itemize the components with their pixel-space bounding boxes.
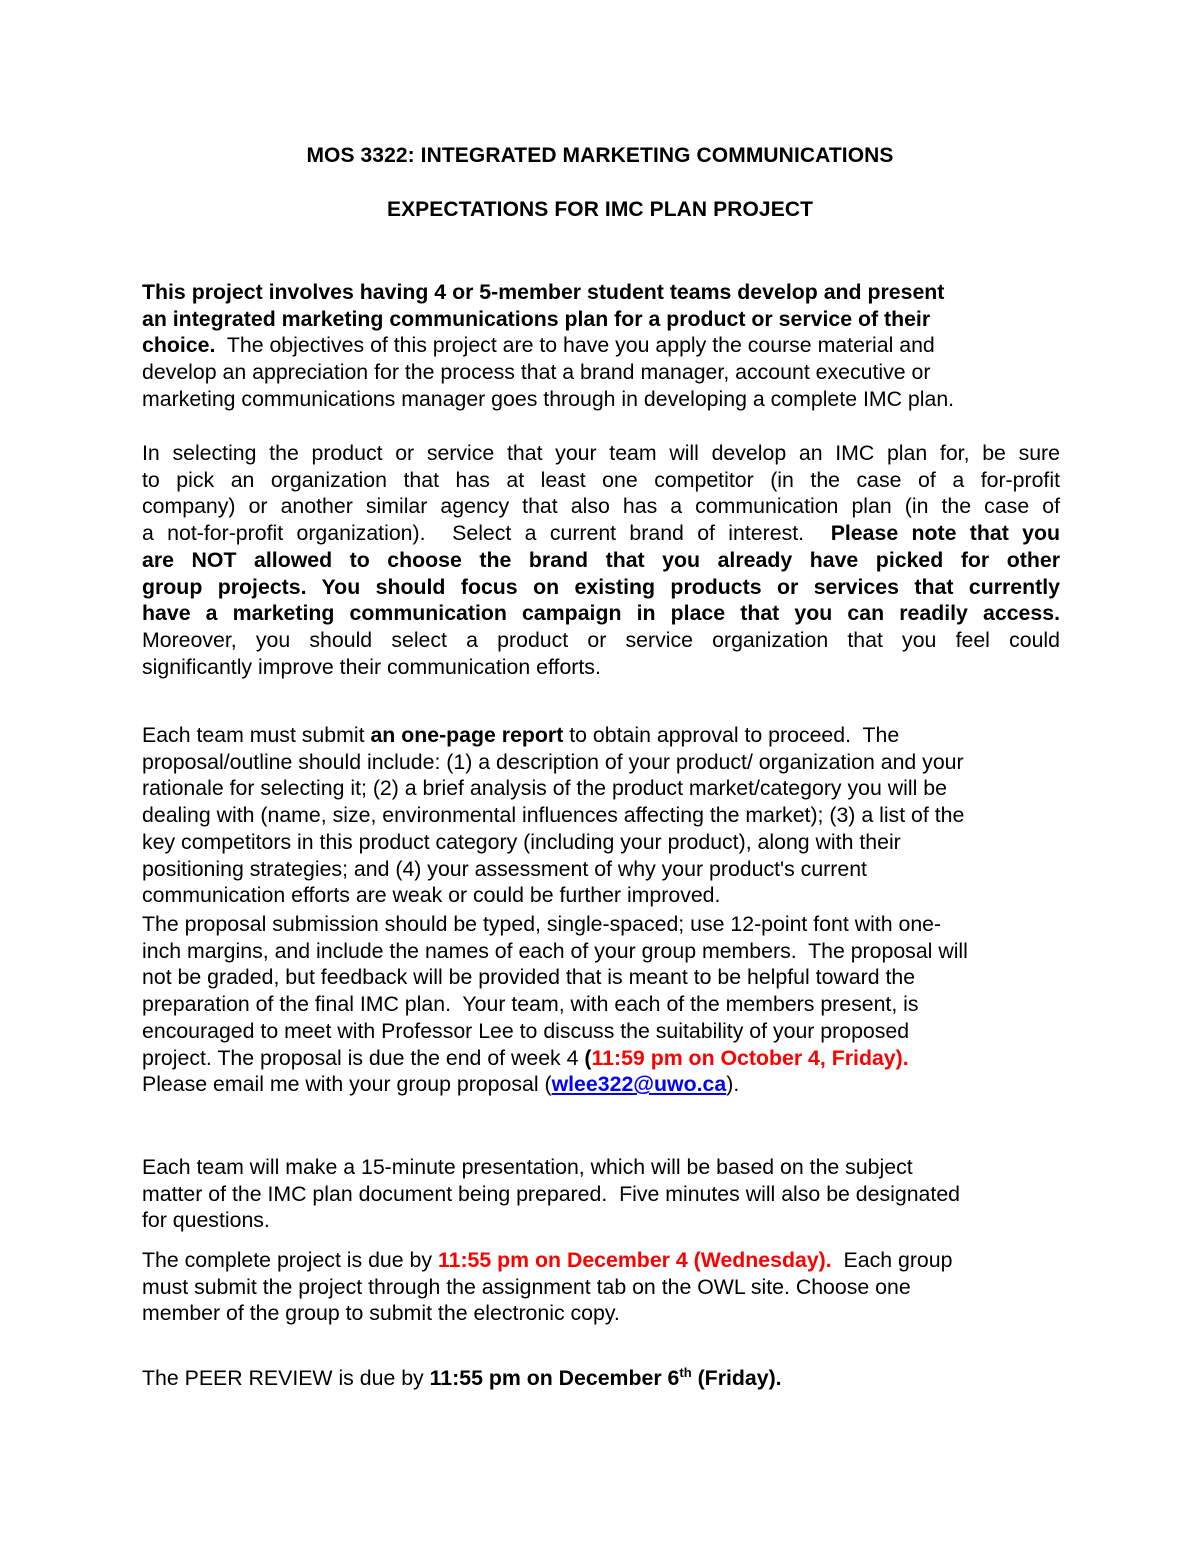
due-line-1-b: Each group xyxy=(831,1248,953,1272)
intro-line-3 xyxy=(142,332,1060,359)
intro-line-3-rest: The objectives of this project are to have you apply the course material and xyxy=(215,333,935,358)
report-line-7: communication efforts are weak or could be further improved. xyxy=(142,883,721,908)
peer-review-date: 11:55 pm on December 6 xyxy=(429,1366,680,1390)
project-deadline: 11:55 pm on December 4 (Wednesday). xyxy=(437,1248,832,1272)
selection-line-4-bold: Please note that you xyxy=(830,521,1060,546)
intro-line-5: marketing communications manager goes through in developing a complete IMC plan. xyxy=(142,386,955,411)
selection-paragraph xyxy=(142,440,1060,680)
report-line-1-bold: an one-page report xyxy=(370,723,564,747)
report-line-2: proposal/outline should include: (1) a description of your product/ organization and your xyxy=(142,749,964,774)
due-line-1 xyxy=(142,1247,1060,1274)
peer-review-sup: th xyxy=(679,1364,692,1380)
proposal-line-1: The proposal submission should be typed, single-spaced; use 12-point font with one- xyxy=(142,912,942,936)
report-line-5: key competitors in this product category (including your product), along with their xyxy=(142,829,901,854)
document-title: MOS 3322: INTEGRATED MARKETING COMMUNICATIONS xyxy=(306,144,894,167)
report-line-1-b: to obtain approval to proceed. The xyxy=(563,723,900,747)
proposal-line-7-a: Please email me with your group proposal ( xyxy=(142,1072,552,1097)
selection-line-5: are NOT allowed to choose the brand that you already have picked for other xyxy=(142,547,1060,572)
email-link[interactable]: wlee322@uwo.ca xyxy=(551,1072,727,1097)
report-line-1-a: Each team must submit xyxy=(142,723,371,747)
peer-review-a: The PEER REVIEW is due by xyxy=(142,1366,430,1390)
due-line-2: must submit the project through the assignment tab on the OWL site. Choose one xyxy=(142,1274,911,1299)
selection-line-3: company) or another similar agency that also has a communication plan (in the case of xyxy=(142,494,1060,519)
selection-line-8: Moreover, you should select a product or service organization that you feel could xyxy=(142,627,1060,652)
presentation-line-3: for questions. xyxy=(142,1208,270,1233)
proposal-line-2: inch margins, and include the names of each of your group members. The proposal will xyxy=(142,938,968,963)
presentation-paragraph xyxy=(142,1154,1060,1234)
selection-line-7: have a marketing communication campaign in place that you can readily access. xyxy=(142,601,1060,626)
intro-paragraph xyxy=(142,279,1060,413)
report-paragraph xyxy=(142,722,1060,909)
proposal-line-5: encouraged to meet with Professor Lee to discuss the suitability of your proposed xyxy=(142,1018,910,1043)
document-subtitle: EXPECTATIONS FOR IMC PLAN PROJECT xyxy=(386,198,814,221)
intro-line-4: develop an appreciation for the process that a brand manager, account executive or xyxy=(142,360,931,385)
due-line-1-a: The complete project is due by xyxy=(142,1248,438,1272)
proposal-line-4: preparation of the final IMC plan. Your team, with each of the members present, is xyxy=(142,992,919,1017)
report-line-4: dealing with (name, size, environmental influences affecting the market); (3) a list of the xyxy=(142,803,965,828)
selection-line-2: to pick an organization that has at least one competitor (in the case of a for-profit xyxy=(142,467,1060,492)
intro-line-3-bold: choice. xyxy=(142,333,216,358)
intro-line-2: an integrated marketing communications plan for a product or service of their xyxy=(142,306,931,331)
presentation-line-1: Each team will make a 15-minute presentation, which will be based on the subject xyxy=(142,1155,913,1179)
due-paragraph xyxy=(142,1247,1060,1327)
intro-line-1: This project involves having 4 or 5-member student teams develop and present xyxy=(142,280,945,304)
due-line-3: member of the group to submit the electronic copy. xyxy=(142,1301,620,1326)
selection-line-6: group projects. You should focus on existing products or services that currently xyxy=(142,574,1060,599)
peer-review-paragraph xyxy=(142,1365,1060,1392)
peer-review-day: (Friday). xyxy=(691,1366,782,1390)
selection-line-4 xyxy=(142,520,1060,547)
proposal-line-7-b: ). xyxy=(726,1072,740,1097)
selection-line-4-normal: a not-for-profit organization). Select a current brand of interest. xyxy=(142,521,831,546)
proposal-line-7 xyxy=(142,1071,1060,1098)
proposal-line-3: not be graded, but feedback will be provided that is meant to be helpful toward the xyxy=(142,965,916,990)
proposal-line-6-a: project. The proposal is due the end of week 4 xyxy=(142,1045,585,1070)
peer-review-line xyxy=(142,1365,1060,1392)
selection-line-1: In selecting the product or service that your team will develop an IMC plan for, be sure xyxy=(142,441,1060,465)
selection-line-9: significantly improve their communication efforts. xyxy=(142,654,601,679)
presentation-line-2: matter of the IMC plan document being prepared. Five minutes will also be designated xyxy=(142,1181,961,1206)
proposal-line-6 xyxy=(142,1045,1060,1072)
proposal-paragraph xyxy=(142,911,1060,1098)
report-line-6: positioning strategies; and (4) your assessment of why your product's current xyxy=(142,856,867,881)
report-line-1 xyxy=(142,722,1060,749)
proposal-line-6-paren: ( xyxy=(584,1045,592,1070)
proposal-deadline: 11:59 pm on October 4, Friday). xyxy=(591,1045,909,1070)
report-line-3: rationale for selecting it; (2) a brief analysis of the product market/category you will be xyxy=(142,776,947,801)
